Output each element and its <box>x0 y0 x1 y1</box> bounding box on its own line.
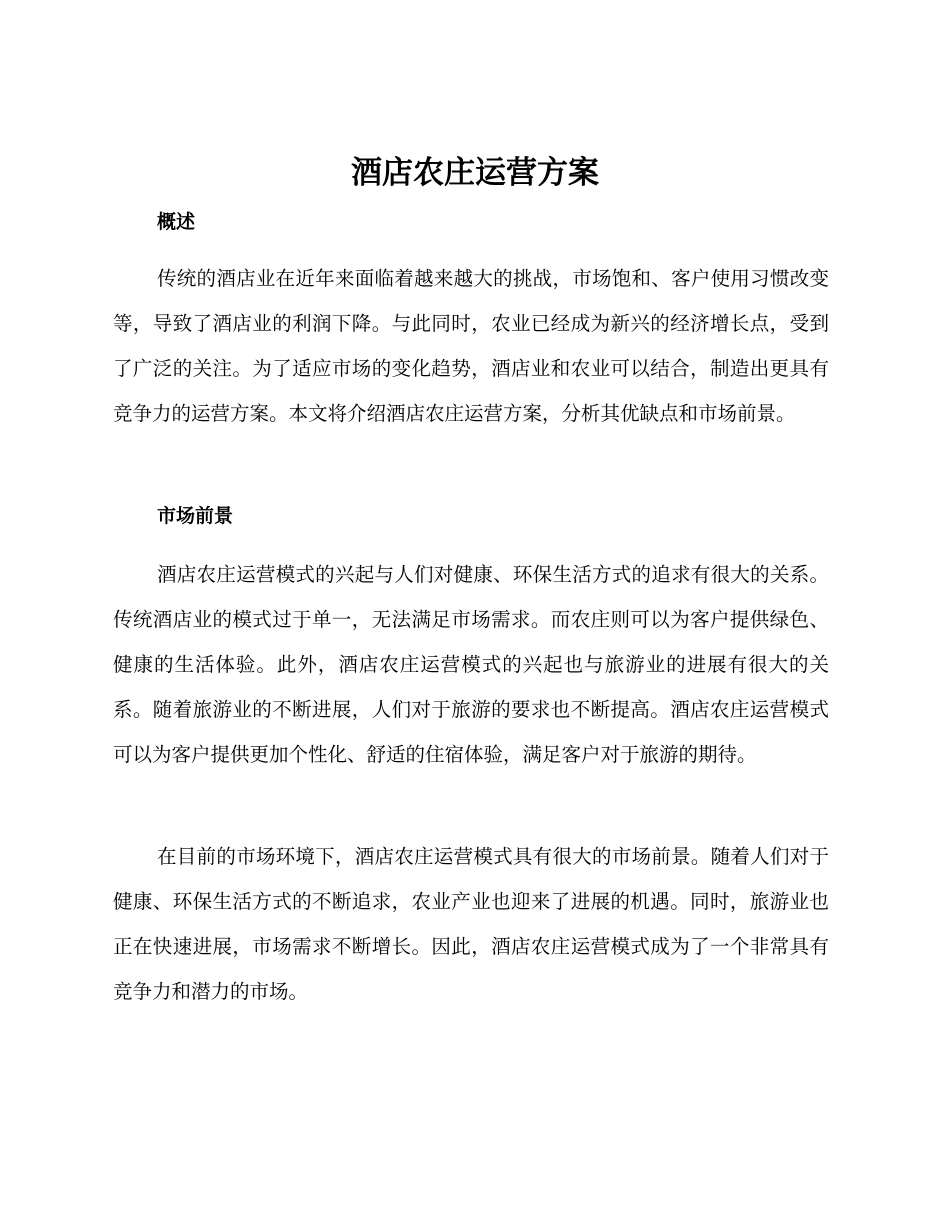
section-heading-market-outlook: 市场前景 <box>157 505 234 527</box>
document-title: 酒店农庄运营方案 <box>351 155 599 191</box>
section-heading-overview: 概述 <box>157 211 196 233</box>
market-outlook-paragraph-1: 酒店农庄运营模式的兴起与人们对健康、环保生活方式的追求有很大的关系。传统酒店业的模式过于单一，无法满足市场需求。而农庄则可以为客户提供绿色、健康的生活体验。此外，酒店农庄运营模式的兴起也与旅游业的进展有很大的关系。随着旅游业的不断进展，人们对于旅游的要求也不断提高。酒店农庄运营模式可以为客户提供更加个性化、舒适的住宿体验，满足客户对于旅游的期待。 <box>113 563 829 766</box>
market-outlook-paragraph-2: 在目前的市场环境下，酒店农庄运营模式具有很大的市场前景。随着人们对于健康、环保生活方式的不断追求，农业产业也迎来了进展的机遇。同时，旅游业也正在快速进展，市场需求不断增长。因此，酒店农庄运营模式成为了一个非常具有竞争力和潜力的市场。 <box>113 845 829 1003</box>
overview-paragraph: 传统的酒店业在近年来面临着越来越大的挑战，市场饱和、客户使用习惯改变等，导致了酒店业的利润下降。与此同时，农业已经成为新兴的经济增长点，受到了广泛的关注。为了适应市场的变化趋势，酒店业和农业可以结合，制造出更具有竞争力的运营方案。本文将介绍酒店农庄运营方案，分析其优缺点和市场前景。 <box>113 267 829 425</box>
